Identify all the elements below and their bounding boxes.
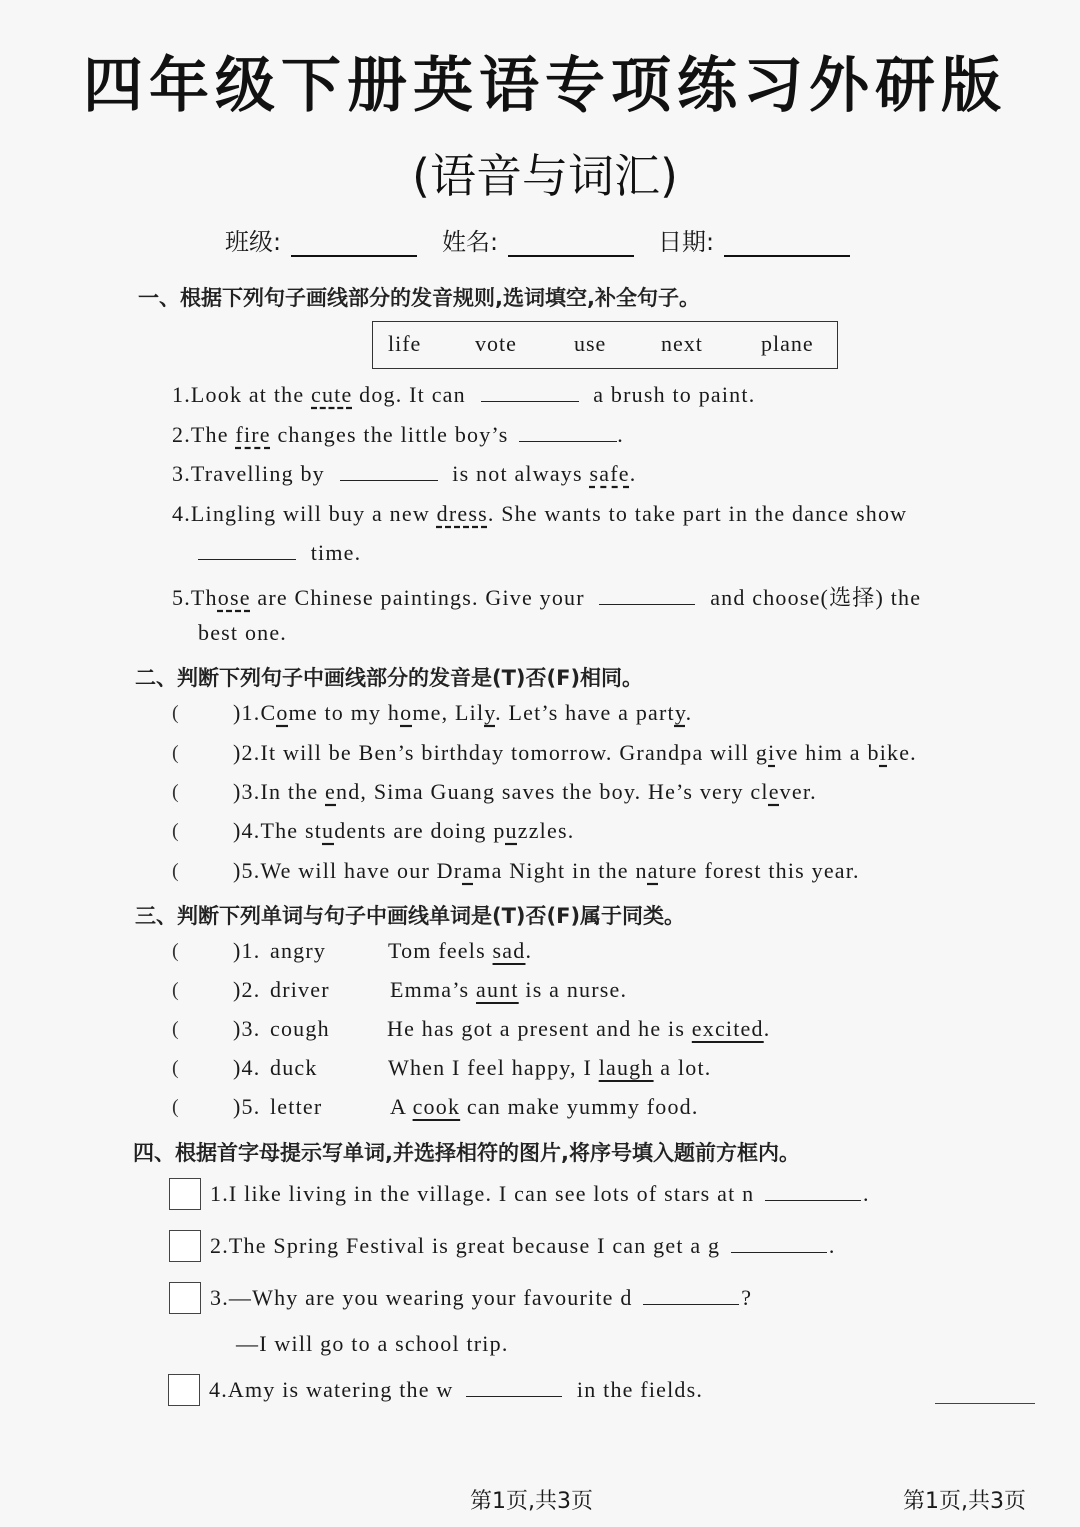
- answer-paren[interactable]: (: [172, 1057, 179, 1079]
- word-bank-item: next: [661, 331, 703, 356]
- answer-paren[interactable]: (: [172, 820, 179, 842]
- answer-blank[interactable]: [519, 423, 617, 442]
- answer-blank[interactable]: [643, 1286, 739, 1305]
- s4-question-3-answer: —I will go to a school trip.: [236, 1331, 509, 1356]
- s2-question-2: )2.It will be Ben’s birthday tomorrow. Grandpa will give him a bike.: [233, 740, 917, 765]
- s2-question-5: )5.We will have our Drama Night in the nature forest this year.: [233, 858, 860, 883]
- page-number-center: 第1页,共3页: [470, 1489, 593, 1514]
- section2-heading: 二、判断下列句子中画线部分的发音是(T)否(F)相同。: [135, 666, 644, 690]
- s1-question-4-cont: time.: [198, 540, 361, 566]
- s3-question-sentence: A cook can make yummy food.: [390, 1094, 699, 1119]
- answer-blank[interactable]: [731, 1234, 827, 1253]
- class-label: 班级:: [225, 228, 282, 256]
- s2-question-3: )3.In the end, Sima Guang saves the boy. He’s very clever.: [233, 779, 817, 804]
- margin-answer-line[interactable]: [935, 1403, 1035, 1404]
- word-bank: [372, 321, 838, 369]
- s3-question-word: duck: [270, 1055, 318, 1080]
- s3-question-number: )3.: [233, 1016, 261, 1041]
- answer-blank[interactable]: [340, 462, 438, 481]
- s3-question-number: )2.: [233, 977, 261, 1002]
- name-field[interactable]: [442, 222, 634, 257]
- answer-blank[interactable]: [481, 383, 579, 402]
- answer-box[interactable]: [168, 1374, 200, 1406]
- answer-paren[interactable]: (: [172, 979, 179, 1001]
- s4-question-2: 2.The Spring Festival is great because I can get a g .: [210, 1233, 836, 1258]
- answer-paren[interactable]: (: [172, 702, 179, 724]
- s3-question-word: letter: [270, 1094, 323, 1119]
- s3-question-number: )5.: [233, 1094, 261, 1119]
- class-field[interactable]: [225, 222, 417, 257]
- class-blank[interactable]: [291, 233, 417, 257]
- answer-box[interactable]: [169, 1282, 201, 1314]
- name-label: 姓名:: [442, 228, 499, 256]
- s4-question-1: 1.I like living in the village. I can see lots of stars at n .: [210, 1181, 870, 1206]
- answer-paren[interactable]: (: [172, 940, 179, 962]
- answer-blank[interactable]: [599, 586, 695, 605]
- s2-question-1: )1.Come to my home, Lily. Let’s have a party.: [233, 700, 693, 725]
- word-bank-item: use: [574, 331, 607, 356]
- date-field[interactable]: [658, 222, 850, 257]
- s1-question-5-cont: best one.: [198, 620, 288, 645]
- s1-question-3: 3.Travelling by is not always safe.: [172, 461, 637, 486]
- name-blank[interactable]: [508, 233, 634, 257]
- answer-box[interactable]: [169, 1230, 201, 1262]
- page-number-right: 第1页,共3页: [903, 1489, 1026, 1514]
- answer-paren[interactable]: (: [172, 860, 179, 882]
- s3-question-word: angry: [270, 938, 327, 963]
- section3-heading: 三、判断下列单词与句子中画线单词是(T)否(F)属于同类。: [135, 904, 686, 928]
- s2-question-4: )4.The students are doing puzzles.: [233, 818, 575, 843]
- s3-question-word: driver: [270, 977, 330, 1002]
- s3-question-sentence: Tom feels sad.: [388, 938, 533, 963]
- answer-blank[interactable]: [198, 541, 296, 560]
- s3-question-word: cough: [270, 1016, 330, 1041]
- word-bank-item: vote: [475, 331, 517, 356]
- s1-question-2: 2.The fire changes the little boy’s .: [172, 422, 624, 447]
- s4-question-4: 4.Amy is watering the w in the fields.: [209, 1377, 704, 1402]
- section1-heading: 一、根据下列句子画线部分的发音规则,选词填空,补全句子。: [138, 286, 700, 310]
- s3-question-sentence: He has got a present and he is excited.: [387, 1016, 771, 1041]
- answer-paren[interactable]: (: [172, 1018, 179, 1040]
- word-bank-item: life: [388, 331, 422, 356]
- s3-question-number: )4.: [233, 1055, 261, 1080]
- date-blank[interactable]: [724, 233, 850, 257]
- page-subtitle: (语音与词汇): [412, 149, 678, 203]
- s3-question-sentence: When I feel happy, I laugh a lot.: [388, 1055, 712, 1080]
- answer-blank[interactable]: [466, 1378, 562, 1397]
- section4-heading: 四、根据首字母提示写单词,并选择相符的图片,将序号填入题前方框内。: [133, 1141, 800, 1165]
- s3-question-sentence: Emma’s aunt is a nurse.: [390, 977, 628, 1002]
- page-title: 四年级下册英语专项练习外研版: [83, 51, 1007, 121]
- s1-question-1: 1.Look at the cute dog. It can a brush to paint.: [172, 382, 756, 407]
- s1-question-4: 4.Lingling will buy a new dress. She wants to take part in the dance show: [172, 501, 908, 526]
- word-bank-item: plane: [761, 331, 814, 356]
- answer-blank[interactable]: [765, 1182, 861, 1201]
- answer-box[interactable]: [169, 1178, 201, 1210]
- answer-paren[interactable]: (: [172, 781, 179, 803]
- answer-paren[interactable]: (: [172, 742, 179, 764]
- date-label: 日期:: [658, 228, 715, 256]
- s4-question-3: 3.—Why are you wearing your favourite d ?: [210, 1285, 753, 1310]
- s1-question-5: 5.Those are Chinese paintings. Give your and choose(选择) the: [172, 585, 922, 610]
- answer-paren[interactable]: (: [172, 1096, 179, 1118]
- s3-question-number: )1.: [233, 938, 261, 963]
